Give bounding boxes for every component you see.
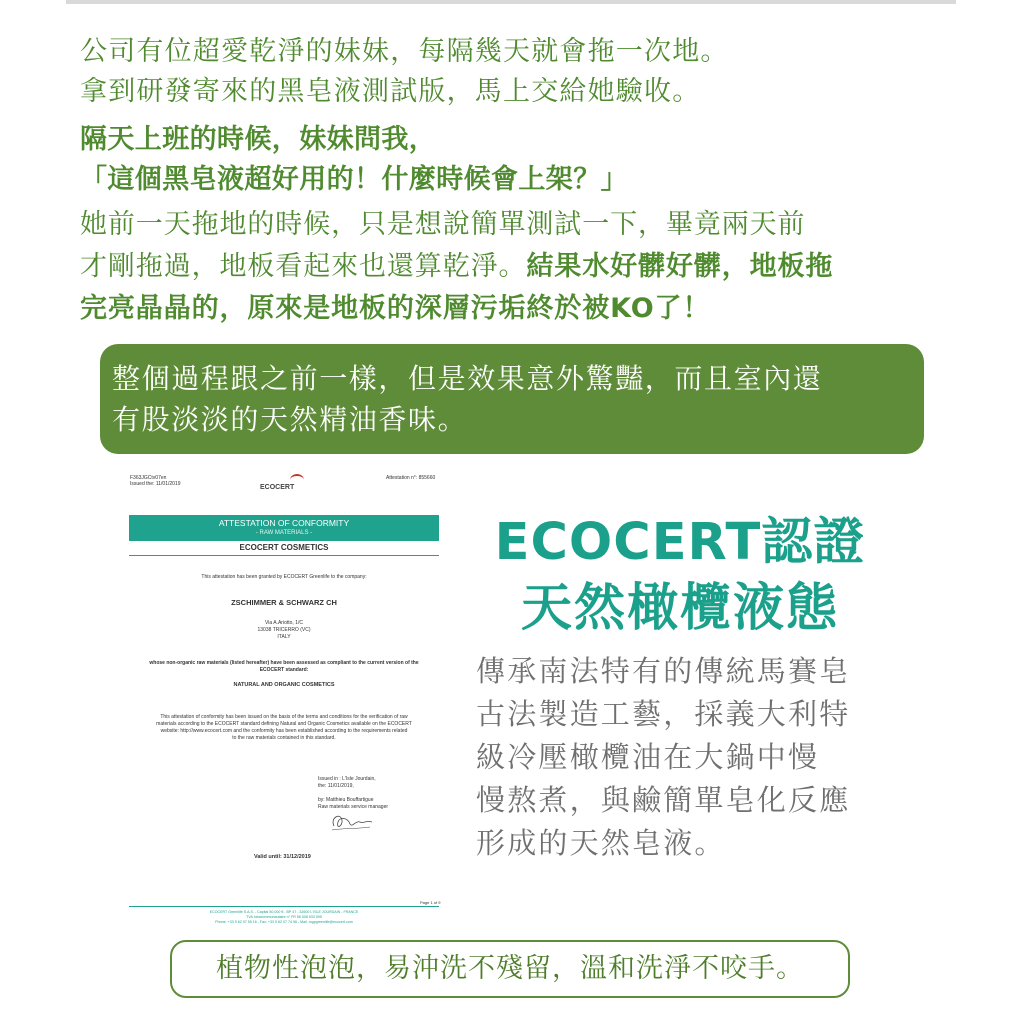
- cert-sign-line: by: Matthieu Bouffartigue: [318, 797, 374, 803]
- cert-sign-block: [318, 776, 388, 811]
- cert-company: ZSCHIMMER & SCHWARZ CH: [231, 598, 337, 607]
- description-line: 古法製造工藝，採義大利特: [476, 697, 851, 731]
- description-line: 慢熬煮，與鹼簡單皂化反應: [476, 783, 851, 817]
- top-divider: [66, 0, 956, 4]
- cert-footer-line: TVA Intracommunautaire n° FR 56 508 533 595: [246, 915, 322, 919]
- ecocert-title: ECOCERT認證: [494, 513, 866, 572]
- cert-address-line: 13038 TRICERRO (VC): [257, 627, 311, 633]
- description-line: 級冷壓橄欖油在大鍋中慢: [476, 740, 820, 774]
- cert-footer: [129, 910, 439, 925]
- highlight-text: [112, 358, 912, 440]
- cert-body-line: website: http://www.ecocert.com and the conformity has been established according to the requirements related: [160, 728, 408, 734]
- story-line: 隔天上班的時候，妹妹問我，: [80, 124, 437, 155]
- ecocert-heading: [480, 510, 880, 642]
- cert-footer-line: ECOCERT Greenlife S.A.S. - Capital 50.000 € - BP 47 - 32600 L'ISLE JOURDAIN - FRANCE: [209, 910, 359, 914]
- cert-standard-title: ECOCERT COSMETICS: [129, 541, 439, 556]
- cert-address-line: ITALY: [277, 634, 291, 640]
- highlight-line: 整個過程跟之前一樣，但是效果意外驚豔，而且室內還: [112, 362, 823, 395]
- cert-whose: whose non-organic raw materials (listed hereafter) have been assessed as compliant to the current version of the: [149, 660, 419, 666]
- cert-body-line: This attestation of conformity has been issued on the basis of the terms and conditions for the verification of raw: [160, 714, 408, 720]
- ecocert-certificate: [120, 470, 450, 930]
- cert-valid-until: Valid until: 31/12/2019: [254, 854, 311, 860]
- description-line: 形成的天然皂液。: [476, 826, 726, 860]
- cert-band: [129, 515, 439, 541]
- cert-sign-line: the: 11/01/2019,: [318, 783, 354, 789]
- cert-footer-divider: [129, 906, 439, 907]
- story-line: 「這個黑皂液超好用的！什麼時候會上架？」: [80, 164, 628, 195]
- cert-sign-line: Issued in : L'Isle Jourdain,: [318, 776, 376, 782]
- cert-page-number: Page 1 of 9: [420, 900, 441, 905]
- cert-address-line: Via A.Ariotto, 1/C: [265, 620, 303, 626]
- story-paragraph-1: [80, 32, 729, 112]
- story-paragraph-2: [80, 120, 628, 200]
- cert-ref: [130, 475, 181, 487]
- highlight-box: [100, 344, 924, 454]
- cert-body-line: materials according to the ECOCERT standard defining Natural and Organic Cosmetics available on the ECOCERT: [156, 721, 412, 727]
- cert-whose: ECOCERT standard:: [259, 667, 309, 673]
- cert-body-line: to the raw materials contained in this standard.: [232, 735, 336, 741]
- story-line: 公司有位超愛乾淨的妹妹，每隔幾天就會拖一次地。: [80, 36, 729, 67]
- story-paragraph-3: [80, 204, 833, 330]
- story-highlight: 結果水好髒好髒，地板拖: [526, 251, 834, 282]
- story-line: 她前一天拖地的時候，只是想說簡單測試一下，畢竟兩天前: [80, 209, 806, 240]
- cert-ref-code: F363JGCtv07en: [130, 475, 167, 481]
- feature-text: 植物性泡泡，易沖洗不殘留，溫和洗淨不咬手。: [216, 953, 804, 984]
- highlight-line: 有股淡淡的天然精油香味。: [112, 403, 468, 436]
- cert-footer-line: Phone: +33 5 62 07 55 16 - Fax: +33 5 62 07 74 96 - Mail: mgpgreenlife@ecocert.com: [215, 920, 353, 924]
- feature-banner: [170, 940, 850, 998]
- description-line: 傳承南法特有的傳統馬賽皂: [476, 654, 851, 688]
- story-highlight-line: 完亮晶晶的，原來是地板的深層污垢終於被KO了！: [80, 293, 711, 324]
- cert-granted: This attestation has been granted by ECOCERT Greenlife to the company:: [201, 574, 367, 580]
- signature-image: [328, 810, 374, 834]
- ecocert-subtitle: 天然橄欖液態: [520, 579, 839, 638]
- cert-band-title: ATTESTATION OF CONFORMITY: [218, 518, 350, 528]
- cert-standard-name: NATURAL AND ORGANIC COSMETICS: [233, 682, 335, 688]
- story-text: 才剛拖過，地板看起來也還算乾淨。: [80, 251, 527, 282]
- cert-attestation-number: Attestation n°: 855660: [386, 475, 436, 481]
- ecocert-logo: ECOCERT: [260, 484, 295, 491]
- story-line: [80, 246, 833, 288]
- ecocert-description: [476, 650, 896, 865]
- cert-band-subtitle: - RAW MATERIALS -: [255, 530, 313, 536]
- cert-sign-line: Raw materials service manager: [318, 804, 389, 810]
- story-line: 拿到研發寄來的黑皂液測試版，馬上交給她驗收。: [80, 76, 701, 107]
- cert-issued-date: Issued the: 11/01/2019: [130, 481, 181, 487]
